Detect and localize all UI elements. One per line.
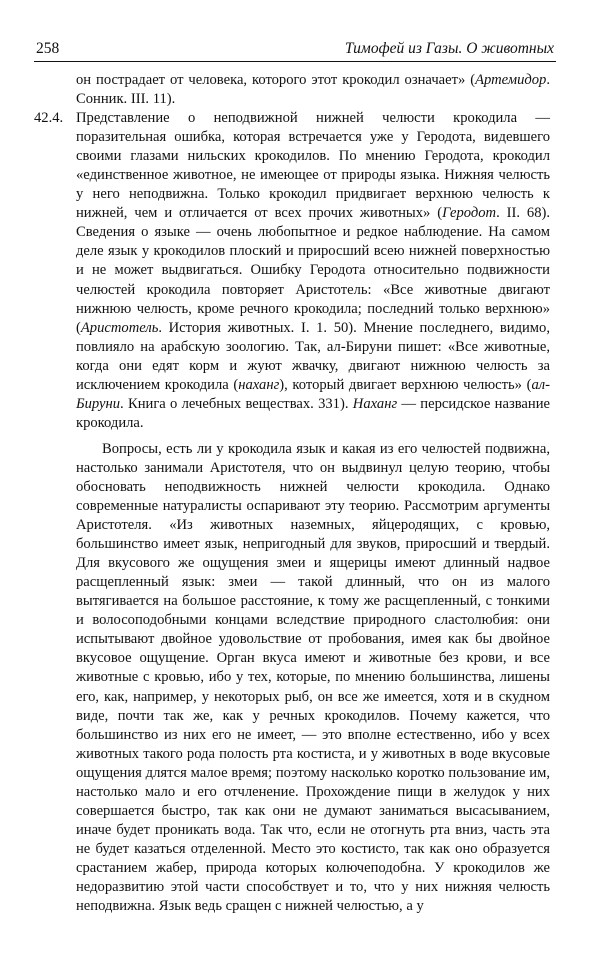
note-citation-aristotle: Аристотель (80, 319, 159, 336)
note-text-6: — персидское название крокодила. (76, 395, 550, 431)
page-number: 258 (36, 40, 60, 57)
note-text-4: ), который двигает верхнюю челюсть» ( (279, 376, 532, 393)
note-term-nahang: наханг (238, 376, 280, 393)
running-header (34, 40, 556, 61)
note-text (76, 109, 550, 433)
note-term-nahang-2: Наханг (352, 395, 398, 412)
running-title: Тимофей из Газы. О животных (344, 40, 554, 57)
note-text-5: . Книга о лечебных веществах. 331). (120, 395, 353, 412)
continuation-text-1: он пострадает от человека, которого этот крокодил означает» ( (76, 72, 476, 88)
page-body (34, 71, 556, 916)
note-text-3: . История животных. I. 1. 50). Мнение последнего, видимо, повлияло на арабскую зоологию. Так, ал-Бируни пишет: «Все животные, когда они едят корм и жуют жвачку, двигают нижнюю челюсть за исключением крокодила ( (76, 319, 550, 393)
body-paragraph-2: Вопросы, есть ли у крокодила язык и какая из его челюстей подвижна, настолько занимали Аристотеля, что он выдвинул целую теорию, чтобы обосновать неподвижность нижней челюсти крокодила. Однако современные натуралисты оспаривают эту теорию. Рассмотрим аргументы Аристотеля. «Из животных наземных, яйцеродящих, с кровью, большинство имеет язык, непригодный для звуков, приросший и твердый. Для вкусового же ощущения змеи и ящерицы имеют длинный надвое расщепленный язык: змеи — такой длинный, что он из малого вытягивается на большое расстояние, к тому же расщепленный, с тонкими и волосоподобными концами вследствие природного сластолюбия: они испытывают двойное удовольствие от пробования, имея как бы двойное вкусовое ощущение. Орган вкуса имеют и животные без крови, и все животные с кровью, ибо у тех, которые, по мнению большинства, лишены его, как, например, у некоторых рыб, он все же имеется, хотя и в скудном виде, почти так же, как у речных крокодилов. Почему кажется, что большинство из них его не имеет, — это вполне естественно, ибо у всех животных такого рода полость рта костиста, и у животных в воде вкусовые ощущения длятся малое время; поэтому насколько коротко пользование им, настолько мало и его отчленение. Прохождение пищи в желудок у них совершается быстро, так как они не думают заниматься высасыванием, иначе будет проникать вода. Так что, если не отогнуть рта вниз, часть эта не будет казаться отделенной. Место это костисто, так как оно образуется срастанием жабер, природа которых колючеподобна. У крокодилов же недоразвитию этой части способствует и то, что у них нижняя челюсть неподвижна. Язык ведь сращен с нижней челюстью, а у (76, 440, 550, 915)
note-text-1: Представление о неподвижной нижней челюсти крокодила — поразительная ошибка, которая встречается уже у Геродота, видевшего своими глазами нильских крокодилов. По мнению Геродота, крокодил «единственное животное, не имеющее от природы языка. Нижняя челюсть у него неподвижна. Только крокодил придвигает верхнюю челюсть к нижней, чем и отличается от всех прочих животных» ( (76, 110, 550, 222)
note-citation-herodotus: Геродот (442, 205, 497, 222)
note-citation-biruni: ал-Бируни (76, 376, 551, 412)
header-rule (34, 61, 556, 62)
continuation-paragraph (76, 71, 550, 109)
continuation-citation-author: Артемидор (475, 72, 547, 88)
continuation-text-2: . Сонник. III. 11). (76, 72, 550, 108)
note-number: 42.4. (34, 110, 64, 127)
note-42-4 (34, 109, 556, 433)
note-text-2: . II. 68). Сведения о языке — очень любопытное и редкое наблюдение. На самом деле язык у крокодилов плоский и приросший всею нижней поверхностью и не может выдвигаться. Ошибку Геродота относительно подвижности челюстей крокодила повторяет Аристотель: «Все животные двигают нижнюю челюсть, кроме речного крокодила; последний только верхнюю» ( (76, 205, 551, 336)
book-page (34, 40, 556, 916)
